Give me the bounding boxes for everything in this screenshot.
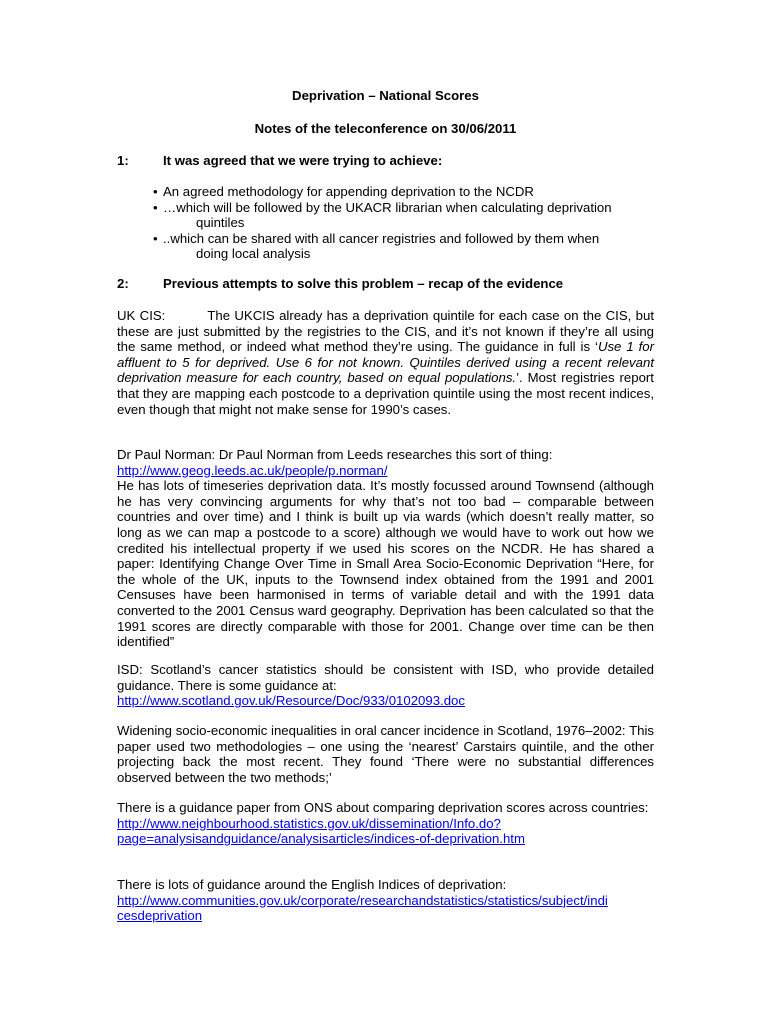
document-title: Deprivation – National Scores — [292, 88, 479, 103]
bullet-icon: • — [153, 230, 158, 246]
norman-link[interactable]: http://www.geog.leeds.ac.uk/people/p.norman/ — [117, 462, 388, 478]
norman-intro: Dr Paul Norman: Dr Paul Norman from Leeds researches this sort of thing: — [117, 447, 553, 462]
ons-paragraph: There is a guidance paper from ONS about comparing deprivation scores across countries: http://www.neighbourhood.statistics.gov.uk/dissemination/Info.do? page=analysisandguidance/analysisarticles/indices-of-deprivation.htm — [117, 800, 649, 847]
document-subtitle: Notes of the teleconference on 30/06/2011 — [254, 121, 517, 136]
isd-paragraph: ISD: Scotland’s cancer statistics should be consistent with ISD, who provide detailed guidance. There is some guidance at: http://www.scotland.gov.uk/Resource/Doc/933/0102093.doc — [117, 662, 654, 709]
section-number: 1: — [117, 153, 129, 168]
norman-body: He has lots of timeseries deprivation data. It’s mostly focussed around Townsend (although he has very convincing arguments for why that’s not too bad – comparable between countries and over time) and I think is built up via wards (which doesn’t really matter, so long as we can map a postcode to a score) although we would have to work out how we credited his intellectual property if we used his scores on the NCDR. He has shared a paper: Identifying Change Over Time in Small Area Socio-Economic Deprivation “Here, for the whole of the UK, inputs to the Townsend index obtained from the 1991 and 2001 Censuses have been harmonised in terms of variable detail and with the 1991 data converted to the 2001 Census ward geography. Deprivation has been calculated so that the 1991 scores are directly comparable with those for 2001. Change over time can be then identified” — [117, 478, 654, 650]
section-title: Previous attempts to solve this problem – recap of the evidence — [163, 276, 564, 291]
ons-link[interactable]: http://www.neighbourhood.statistics.gov.uk/dissemination/Info.do? page=analysisandguidance/analysisarticles/indices-of-deprivation.htm — [117, 815, 525, 847]
list-item: • …which will be followed by the UKACR librarian when calculating deprivation quintiles — [153, 199, 612, 231]
norman-paragraph — [117, 447, 654, 650]
ukcis-guidance-quote: Use 1 for affluent to 5 for deprived. Use 6 for not known. Quintiles derived using a recent relevant deprivation measure for each country, based on equal populations. — [117, 339, 654, 386]
list-item: • ..which can be shared with all cancer registries and followed by them when doing local analysis — [153, 230, 600, 262]
bullet-icon: • — [153, 184, 158, 199]
list-item: • An agreed methodology for appending deprivation to the NCDR — [153, 184, 534, 199]
bullet-icon: • — [153, 199, 158, 215]
isd-link[interactable]: http://www.scotland.gov.uk/Resource/Doc/933/0102093.doc — [117, 693, 465, 709]
english-paragraph: There is lots of guidance around the English Indices of deprivation: http://www.communities.gov.uk/corporate/researchandstatistics/statistics/subject/indi cesdeprivation — [117, 877, 608, 924]
english-indices-link[interactable]: http://www.communities.gov.uk/corporate/researchandstatistics/statistics/subject/indi cesdeprivation — [117, 892, 608, 924]
section-number: 2: — [117, 276, 129, 291]
ukcis-paragraph: UK CIS: The UKCIS already has a deprivation quintile for each case on the CIS, but these are just submitted by the registries to the CIS, and it’s not known if they’re all using the same method, or indeed what method they’re using. The guidance in full is ‘Use 1 for affluent to 5 for deprived. Use 6 for not known. Quintiles derived using a recent relevant deprivation measure for each country, based on equal populations.’. Most registries report that they are mapping each postcode to a deprivation quintile using the most recent indices, even though that might not make sense for 1990’s cases. — [117, 308, 654, 417]
goals-list — [153, 184, 652, 262]
widening-paragraph: Widening socio-economic inequalities in oral cancer incidence in Scotland, 1976–2002: This paper used two methodologies – one using the ‘nearest’ Carstairs quintile, and the other projecting back the most recent. They found ‘There were no substantial differences observed between the two methods;’ — [117, 723, 654, 785]
ukcis-label: UK CIS: — [117, 308, 166, 323]
section-title: It was agreed that we were trying to achieve: — [163, 153, 443, 168]
